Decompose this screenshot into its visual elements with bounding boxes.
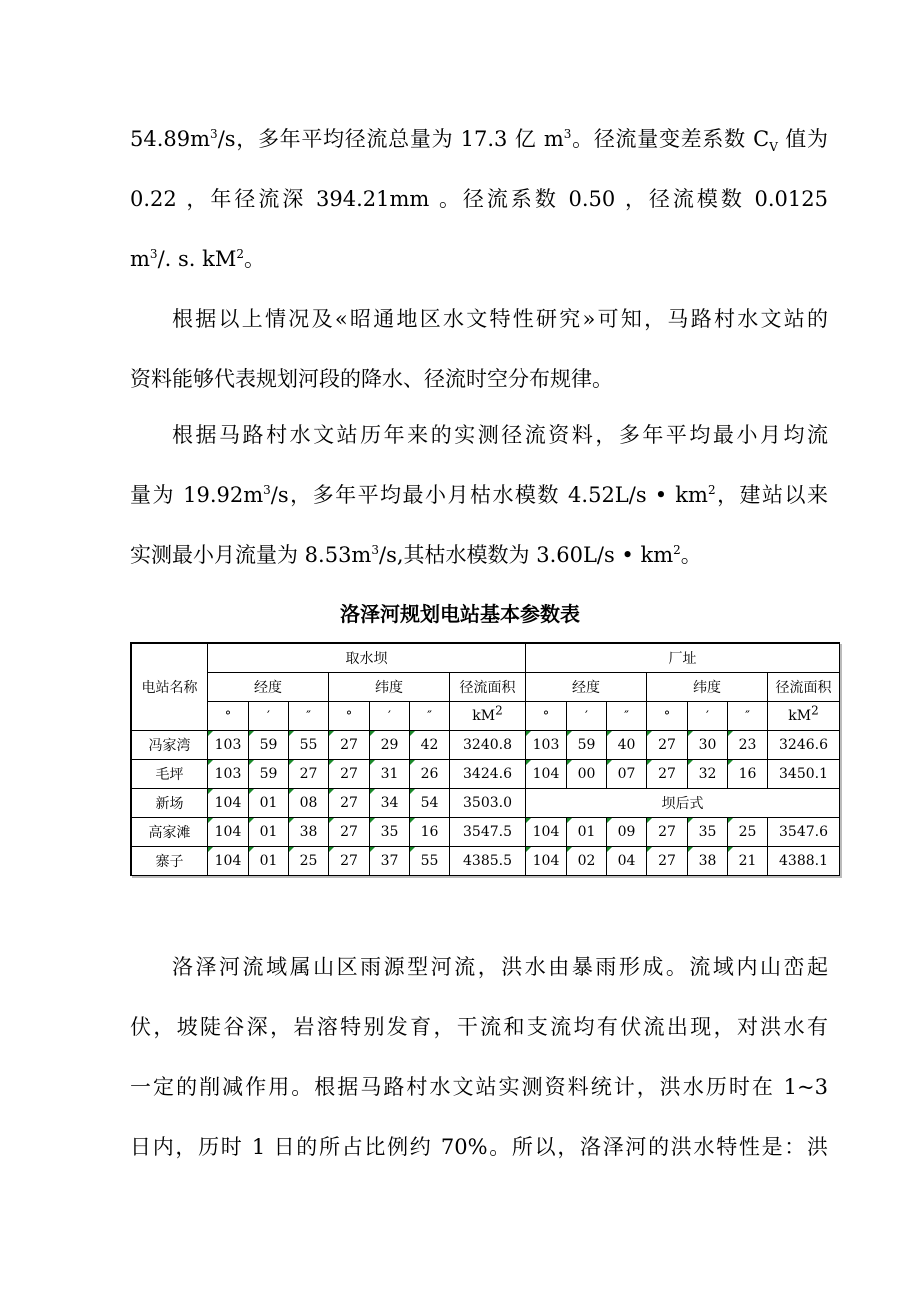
plant-note: 坝后式 — [526, 789, 840, 818]
table-cell: 27 — [647, 731, 688, 760]
table-cell: 23 — [728, 731, 768, 760]
text-run: 实测最小月流量为 8.53m — [130, 543, 372, 567]
table-cell: 103 — [208, 760, 249, 789]
table-cell: 02 — [567, 847, 607, 876]
table-cell: 31 — [370, 760, 410, 789]
area-unit — [450, 702, 526, 731]
table-title: 洛泽河规划电站基本参数表 — [340, 602, 580, 626]
text-run: /s,其枯水模数为 3.60L/s • km — [379, 543, 674, 567]
second-unit: ″ — [607, 702, 647, 731]
superscript: 3 — [563, 127, 572, 141]
minute-unit: ′ — [567, 702, 607, 731]
table-cell: 01 — [249, 847, 289, 876]
text-run: 。 — [243, 247, 265, 271]
degree-unit: ° — [208, 702, 249, 731]
parameter-table — [131, 643, 840, 876]
degree-unit: ° — [647, 702, 688, 731]
station-name: 毛坪 — [132, 760, 208, 789]
table-row — [132, 731, 840, 760]
table-cell: 32 — [688, 760, 728, 789]
intake-header: 取水坝 — [208, 644, 526, 673]
table-cell: 104 — [208, 789, 249, 818]
text-run: /s，多年平均径流总量为 17.3 亿 m — [217, 127, 564, 151]
table-cell: 42 — [410, 731, 450, 760]
table-row — [132, 789, 840, 818]
table-cell: 104 — [526, 760, 567, 789]
table-cell: 35 — [370, 818, 410, 847]
superscript: 3 — [371, 543, 379, 557]
station-name: 寨子 — [132, 847, 208, 876]
paragraph1-line1 — [130, 124, 828, 154]
text-run: m — [130, 247, 150, 271]
superscript: 2 — [236, 247, 244, 261]
table-cell: 01 — [249, 789, 289, 818]
table-cell: 16 — [728, 760, 768, 789]
paragraph3-line3 — [130, 540, 828, 570]
table-cell: 27 — [329, 731, 370, 760]
table-cell: 104 — [208, 847, 249, 876]
table-cell: 4385.5 — [450, 847, 526, 876]
table-cell: 26 — [410, 760, 450, 789]
plant-longitude-header: 经度 — [526, 673, 647, 702]
table-cell: 37 — [370, 847, 410, 876]
paragraph4-line3: 一定的削减作用。根据马路村水文站实测资料统计，洪水历时在 1~3 — [130, 1075, 828, 1099]
minute-unit: ′ — [688, 702, 728, 731]
table-cell: 04 — [607, 847, 647, 876]
table-cell: 3240.8 — [450, 731, 526, 760]
plant-latitude-header: 纬度 — [647, 673, 768, 702]
table-cell: 59 — [249, 731, 289, 760]
minute-unit: ′ — [370, 702, 410, 731]
header-row-2 — [132, 673, 840, 702]
table-cell: 40 — [607, 731, 647, 760]
superscript: 3 — [149, 247, 158, 261]
paragraph4-line1: 洛泽河流域属山区雨源型河流，洪水由暴雨形成。流域内山峦起 — [172, 955, 828, 979]
intake-area-header: 径流面积 — [450, 673, 526, 702]
paragraph2-line1: 根据以上情况及«昭通地区水文特性研究»可知，马路村水文站的 — [172, 307, 828, 331]
table-cell: 54 — [410, 789, 450, 818]
superscript: 3 — [263, 483, 271, 497]
second-unit: ″ — [728, 702, 768, 731]
paragraph3-line2 — [130, 480, 828, 510]
text-run: 值为 — [777, 127, 828, 151]
table-cell: 27 — [329, 760, 370, 789]
plant-area-header: 径流面积 — [768, 673, 840, 702]
superscript: 2 — [707, 483, 716, 497]
table-cell: 38 — [289, 818, 329, 847]
second-unit: ″ — [410, 702, 450, 731]
degree-unit: ° — [329, 702, 370, 731]
table-cell: 01 — [249, 818, 289, 847]
table-cell: 27 — [647, 760, 688, 789]
table-cell: 3424.6 — [450, 760, 526, 789]
table-cell: 07 — [607, 760, 647, 789]
paragraph3-line1: 根据马路村水文站历年来的实测径流资料，多年平均最小月均流 — [172, 423, 828, 447]
station-name: 冯家湾 — [132, 731, 208, 760]
text-run: /. s. kM — [157, 247, 237, 271]
table-cell: 3503.0 — [450, 789, 526, 818]
paragraph1-line3 — [130, 244, 828, 274]
table-cell: 103 — [208, 731, 249, 760]
table-cell: 104 — [526, 847, 567, 876]
powerhouse-header: 厂址 — [526, 644, 840, 673]
table-cell: 103 — [526, 731, 567, 760]
area-unit-text: kM — [788, 708, 812, 724]
text-run: ，建站以来 — [715, 483, 828, 507]
superscript: 3 — [210, 127, 218, 141]
intake-longitude-header: 经度 — [208, 673, 329, 702]
superscript: 2 — [673, 543, 681, 557]
area-unit-sup: 2 — [811, 703, 819, 718]
degree-unit: ° — [526, 702, 567, 731]
table-cell: 4388.1 — [768, 847, 840, 876]
table-cell: 25 — [728, 818, 768, 847]
table-row — [132, 847, 840, 876]
table-row — [132, 818, 840, 847]
table-cell: 29 — [370, 731, 410, 760]
header-row-1 — [132, 644, 840, 673]
paragraph4-line4: 日内，历时 1 日的所占比例约 70%。所以，洛泽河的洪水特性是：洪 — [130, 1135, 828, 1159]
table-cell: 08 — [289, 789, 329, 818]
intake-latitude-header: 纬度 — [329, 673, 450, 702]
table-cell: 104 — [526, 818, 567, 847]
table-cell: 01 — [567, 818, 607, 847]
table-cell: 38 — [688, 847, 728, 876]
table-row — [132, 760, 840, 789]
table-cell: 34 — [370, 789, 410, 818]
table-cell: 27 — [647, 847, 688, 876]
text-run: 。径流量变差系数 C — [571, 127, 770, 151]
second-unit: ″ — [289, 702, 329, 731]
table-cell: 27 — [647, 818, 688, 847]
text-run: 54.89m — [130, 127, 211, 151]
table-cell: 30 — [688, 731, 728, 760]
area-unit-sup: 2 — [495, 703, 503, 718]
table-cell: 09 — [607, 818, 647, 847]
table-cell: 3450.1 — [768, 760, 840, 789]
area-unit-text: kM — [472, 708, 496, 724]
table-cell: 3547.6 — [768, 818, 840, 847]
station-name: 高家滩 — [132, 818, 208, 847]
table-cell: 27 — [329, 818, 370, 847]
paragraph2-line2: 资料能够代表规划河段的降水、径流时空分布规律。 — [130, 367, 613, 391]
table-cell: 27 — [289, 760, 329, 789]
table-cell: 3246.6 — [768, 731, 840, 760]
table-cell: 00 — [567, 760, 607, 789]
text-run: 。 — [680, 543, 702, 567]
paragraph1-line2: 0.22 ，年径流深 394.21mm 。径流系数 0.50 ，径流模数 0.0125 — [130, 187, 828, 211]
table-cell: 55 — [289, 731, 329, 760]
table-cell: 3547.5 — [450, 818, 526, 847]
table-cell: 59 — [567, 731, 607, 760]
table-cell: 104 — [208, 818, 249, 847]
table-cell: 55 — [410, 847, 450, 876]
minute-unit: ′ — [249, 702, 289, 731]
text-run: 量为 19.92m — [130, 483, 264, 507]
table-cell: 21 — [728, 847, 768, 876]
subscript: V — [769, 140, 778, 155]
table-cell: 27 — [329, 789, 370, 818]
station-name-header: 电站名称 — [132, 644, 208, 731]
table-cell: 16 — [410, 818, 450, 847]
table-cell: 59 — [249, 760, 289, 789]
area-unit — [768, 702, 840, 731]
paragraph4-line2: 伏，坡陡谷深，岩溶特别发育，干流和支流均有伏流出现，对洪水有 — [130, 1015, 828, 1039]
header-row-3 — [132, 702, 840, 731]
table-cell: 25 — [289, 847, 329, 876]
station-name: 新场 — [132, 789, 208, 818]
parameter-table-frame — [130, 642, 840, 876]
table-cell: 35 — [688, 818, 728, 847]
text-run: /s，多年平均最小月枯水模数 4.52L/s • km — [270, 483, 708, 507]
table-cell: 27 — [329, 847, 370, 876]
